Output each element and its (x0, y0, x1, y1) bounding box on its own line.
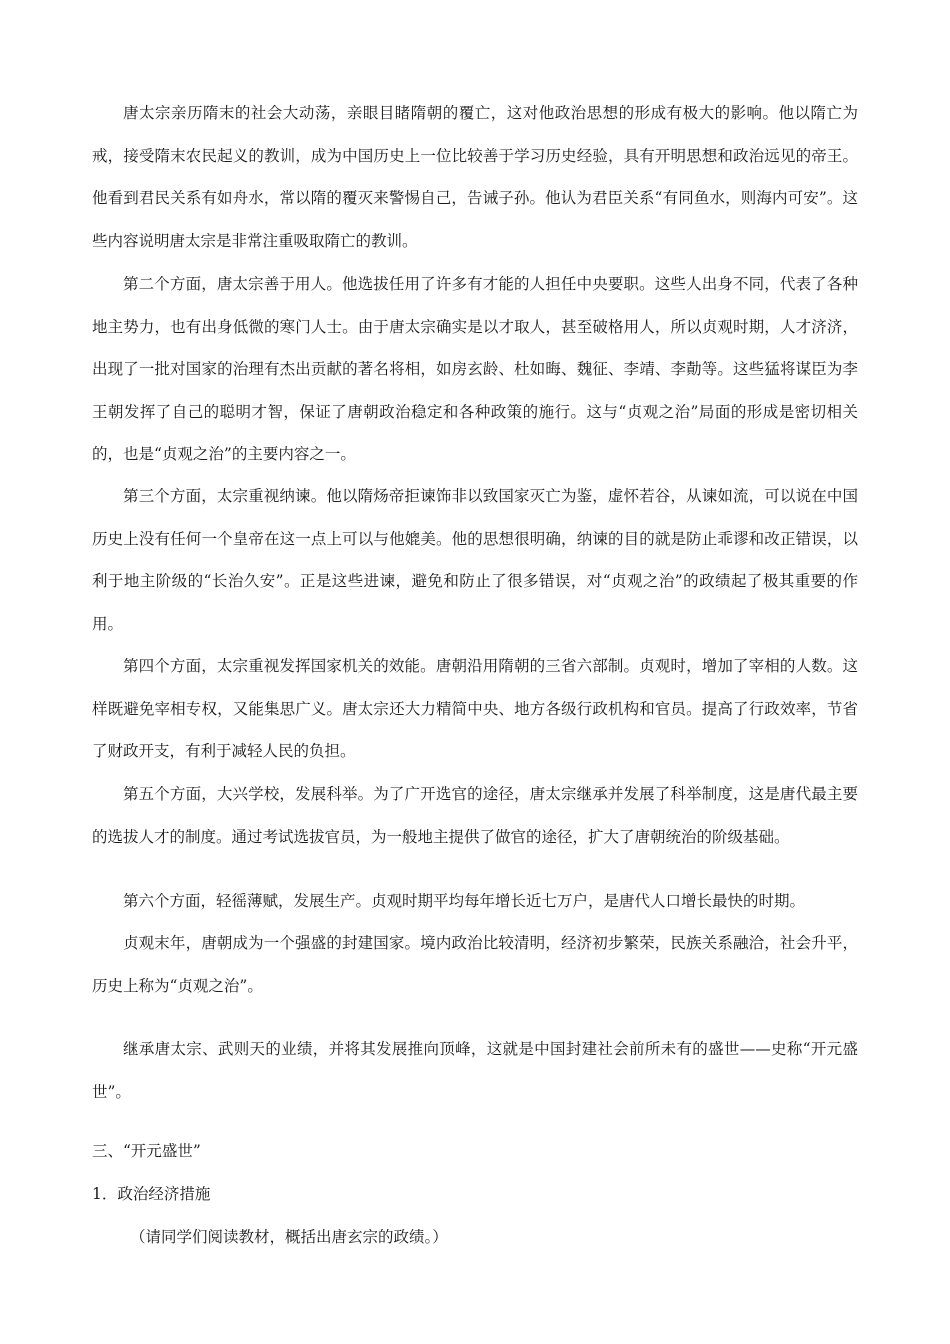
paragraph-employing-talent: 第二个方面，唐太宗善于用人。他选拔任用了许多有才能的人担任中央要职。这些人出身不同，代表了各种地主势力，也有出身低微的寒门人士。由于唐太宗确实是以才取人，甚至破格用人，所以贞观时期，人才济济，出现了一批对国家的治理有杰出贡献的著名将相，如房玄龄、杜如晦、魏征、李靖、李勣等。这些猛将谋臣为李王朝发挥了自己的聪明才智，保证了唐朝政治稳定和各种政策的施行。这与“贞观之治”局面的形成是密切相关的，也是“贞观之治”的主要内容之一。 (92, 275, 858, 464)
section-heading: 三、“开元盛世” (92, 1142, 201, 1160)
paragraph-kaiyuan-intro: 继承唐太宗、武则天的业绩，并将其发展推向顶峰，这就是中国封建社会前所未有的盛世——史称“开元盛世”。 (92, 1040, 858, 1101)
instruction-note: （请同学们阅读教材，概括出唐玄宗的政绩。） (130, 1228, 448, 1246)
paragraph-taizong-lessons: 唐太宗亲历隋末的社会大动荡，亲眼目睹隋朝的覆亡，这对他政治思想的形成有极大的影响。他以隋亡为戒，接受隋末农民起义的教训，成为中国历史上一位比较善于学习历史经验，具有开明思想和政治远见的帝王。他看到君民关系有如舟水，常以隋的覆灭来警惕自己，告诫子孙。他认为君臣关系“有同鱼水，则海内可安”。这些内容说明唐太宗是非常注重吸取隋亡的教训。 (92, 104, 858, 250)
subsection-heading: 1．政治经济措施 (92, 1185, 211, 1203)
paragraph-light-taxes: 第六个方面，轻徭薄赋，发展生产。贞观时期平均每年增长近七万户，是唐代人口增长最快的时期。 (123, 892, 806, 910)
paragraph-zhenguan-rule: 贞观末年，唐朝成为一个强盛的封建国家。境内政治比较清明，经济初步繁荣，民族关系融洽，社会升平，历史上称为“贞观之治”。 (92, 934, 858, 995)
paragraph-schools-exams: 第五个方面，大兴学校，发展科举。为了广开选官的途径，唐太宗继承并发展了科举制度，这是唐代最主要的选拔人才的制度。通过考试选拔官员，为一般地主提供了做官的途径，扩大了唐朝统治的阶级基础。 (92, 785, 858, 846)
paragraph-accepting-advice: 第三个方面，太宗重视纳谏。他以隋炀帝拒谏饰非以致国家灭亡为鉴，虚怀若谷，从谏如流，可以说在中国历史上没有任何一个皇帝在这一点上可以与他媲美。他的思想很明确，纳谏的目的就是防止乖谬和改正错误，以利于地主阶级的“长治久安”。正是这些进谏，避免和防止了很多错误，对“贞观之治”的政绩起了极其重要的作用。 (92, 487, 858, 633)
paragraph-state-organs: 第四个方面，太宗重视发挥国家机关的效能。唐朝沿用隋朝的三省六部制。贞观时，增加了宰相的人数。这样既避免宰相专权，又能集思广义。唐太宗还大力精简中央、地方各级行政机构和官员。提高了行政效率，节省了财政开支，有利于减轻人民的负担。 (92, 657, 858, 761)
